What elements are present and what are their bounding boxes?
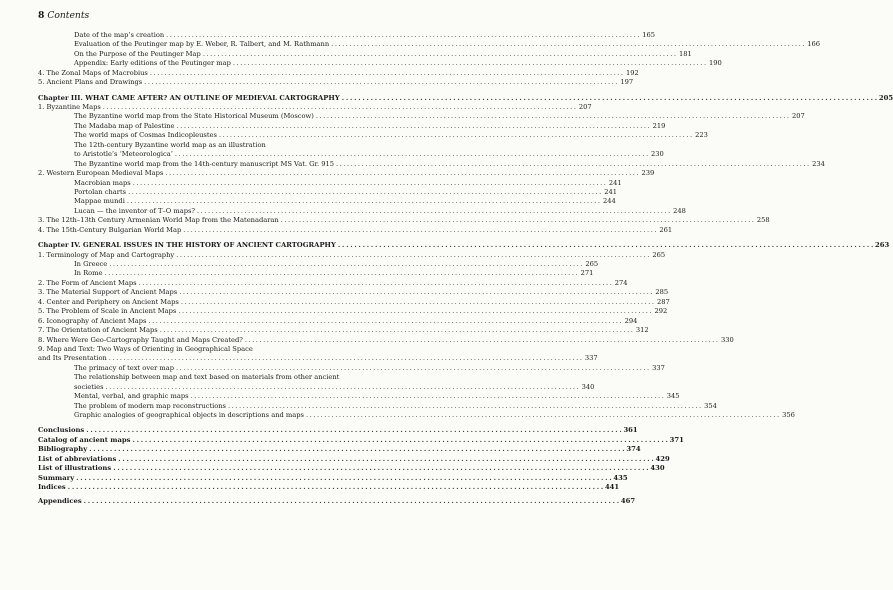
toc-entry bbox=[38, 316, 638, 326]
toc-entry bbox=[38, 297, 670, 307]
dot-leader bbox=[101, 103, 578, 112]
toc-chapter-entry bbox=[38, 445, 641, 454]
toc-entry-title: The problem of modern map reconstructions bbox=[74, 401, 226, 410]
toc-entry bbox=[38, 373, 383, 382]
toc-page-number: 261 bbox=[659, 225, 673, 234]
dot-leader bbox=[66, 483, 605, 492]
toc-page-number: 166 bbox=[807, 40, 821, 49]
dot-leader bbox=[189, 392, 666, 401]
toc-entry bbox=[38, 354, 598, 363]
dot-leader bbox=[174, 251, 651, 260]
toc-entry bbox=[38, 59, 722, 68]
toc-entry-title: 5. Ancient Plans and Drawings bbox=[38, 78, 143, 87]
toc-page-number: 312 bbox=[635, 326, 649, 335]
dot-leader bbox=[107, 260, 584, 269]
toc-page-number: 345 bbox=[666, 392, 680, 401]
toc-entry-title: Appendices bbox=[38, 496, 82, 505]
dot-leader bbox=[87, 445, 626, 454]
toc-page-number: 265 bbox=[652, 250, 666, 259]
toc-entry-title: 2. Western European Medieval Maps bbox=[38, 169, 164, 178]
table-of-contents bbox=[38, 30, 893, 506]
toc-entry-title: Macrobian maps bbox=[74, 178, 131, 187]
toc-page-number: 219 bbox=[652, 121, 666, 130]
toc-entry-title: 7. The Orientation of Ancient Maps bbox=[38, 326, 158, 335]
toc-entry bbox=[38, 250, 666, 260]
toc-page-number: 430 bbox=[650, 464, 665, 473]
toc-entry bbox=[38, 112, 805, 122]
toc-page-number: 441 bbox=[604, 483, 620, 492]
toc-chapter-entry bbox=[38, 426, 638, 436]
toc-page-number: 337 bbox=[652, 363, 665, 372]
toc-entry-title: and Its Presentation bbox=[38, 354, 107, 363]
toc-page-number: 429 bbox=[655, 454, 670, 463]
dot-leader bbox=[137, 279, 614, 288]
toc-page-number: 467 bbox=[620, 496, 636, 505]
dot-leader bbox=[111, 464, 650, 473]
toc-page-number: 354 bbox=[704, 401, 717, 410]
toc-page-number: 340 bbox=[581, 382, 595, 391]
toc-entry bbox=[38, 206, 686, 216]
dot-leader bbox=[195, 207, 672, 216]
dot-leader bbox=[163, 169, 640, 178]
dot-leader bbox=[181, 226, 658, 235]
toc-page-number: 356 bbox=[782, 411, 795, 420]
toc-page-number: 361 bbox=[623, 426, 638, 435]
toc-page-number: 244 bbox=[602, 197, 616, 206]
toc-entry bbox=[38, 187, 617, 197]
toc-entry-title: to Aristotle’s ‘Meteorologica’ bbox=[74, 150, 173, 159]
toc-entry bbox=[38, 411, 795, 420]
toc-entry bbox=[38, 68, 639, 78]
dot-leader bbox=[116, 455, 655, 464]
toc-page-number: 239 bbox=[641, 169, 655, 178]
toc-chapter-entry bbox=[38, 435, 684, 445]
toc-entry-title: Lucan — the inventor of T–O maps? bbox=[74, 206, 195, 215]
toc-entry bbox=[38, 121, 666, 131]
toc-entry-title: societies bbox=[74, 382, 104, 391]
dot-leader bbox=[174, 364, 651, 373]
toc-entry bbox=[38, 345, 383, 354]
toc-entry bbox=[38, 159, 825, 169]
toc-entry-title: 1. Byzantine Maps bbox=[38, 103, 101, 112]
toc-entry-title: The world maps of Cosmas Indicopleustes bbox=[74, 131, 217, 140]
toc-page-number: 294 bbox=[624, 316, 638, 325]
dot-leader bbox=[336, 241, 875, 250]
toc-entry-title: Portolan charts bbox=[74, 187, 127, 196]
dot-leader bbox=[142, 78, 619, 87]
dot-leader bbox=[130, 436, 669, 445]
dot-leader bbox=[304, 411, 781, 420]
toc-page-number: 330 bbox=[720, 335, 734, 344]
toc-entry-title: Date of the map’s creation bbox=[74, 30, 165, 39]
toc-entry-title: In Rome bbox=[74, 269, 103, 278]
toc-entry-title: 3. The 12th–13th Century Armenian World Map from the Matenadaran bbox=[38, 216, 279, 225]
toc-entry-title: 3. The Material Support of Ancient Maps bbox=[38, 288, 178, 297]
toc-entry bbox=[38, 288, 669, 297]
toc-entry-title: The Madaba map of Palestine bbox=[74, 121, 175, 130]
toc-entry-title: List of illustrations bbox=[38, 464, 112, 473]
toc-entry-title: Conclusions bbox=[38, 426, 85, 435]
toc-page-number: 265 bbox=[585, 260, 599, 269]
toc-entry bbox=[38, 78, 634, 87]
toc-entry-title: Bibliography bbox=[38, 445, 88, 454]
toc-entry bbox=[38, 326, 649, 335]
dot-leader bbox=[173, 150, 650, 159]
toc-chapter-entry bbox=[38, 464, 665, 473]
toc-chapter-entry bbox=[38, 496, 636, 506]
toc-entry-title: 4. The 15th-Century Bulgarian World Map bbox=[38, 225, 182, 234]
toc-entry-title: 8. Where Were Geo-Cartography Taught and Maps Created? bbox=[38, 335, 243, 344]
dot-leader bbox=[104, 383, 581, 392]
toc-entry-title: In Greece bbox=[74, 260, 108, 269]
toc-entry-title: Mappae mundi bbox=[74, 197, 125, 206]
toc-entry bbox=[38, 169, 655, 178]
toc-entry bbox=[38, 150, 664, 159]
toc-page-number: 271 bbox=[580, 269, 594, 278]
toc-page-number: 248 bbox=[673, 206, 686, 215]
dot-leader bbox=[243, 336, 720, 345]
toc-page-number: 230 bbox=[651, 150, 664, 159]
toc-page-number: 223 bbox=[695, 131, 708, 140]
toc-entry-title: Graphic analogies of geographical objects in descriptions and maps bbox=[74, 411, 304, 420]
toc-entry-title: 9. Map and Text: Two Ways of Orienting in Geographical Space bbox=[38, 344, 253, 353]
toc-entry bbox=[38, 103, 592, 112]
dot-leader bbox=[148, 69, 625, 78]
toc-chapter-entry bbox=[38, 454, 670, 464]
toc-page-number: 234 bbox=[812, 159, 825, 168]
toc-entry bbox=[38, 363, 665, 373]
toc-chapter-entry bbox=[38, 483, 620, 492]
toc-entry-title: Catalog of ancient maps bbox=[38, 435, 131, 444]
toc-entry-title: Indices bbox=[38, 483, 66, 492]
page-header bbox=[38, 10, 89, 21]
dot-leader bbox=[201, 50, 678, 59]
dot-leader bbox=[74, 474, 613, 483]
toc-entry bbox=[38, 131, 708, 140]
toc-entry bbox=[38, 49, 692, 59]
dot-leader bbox=[314, 112, 791, 121]
toc-page-number: 292 bbox=[654, 307, 668, 316]
toc-entry bbox=[38, 278, 628, 288]
dot-leader bbox=[334, 160, 811, 169]
dot-leader bbox=[279, 216, 756, 225]
toc-page-number: 374 bbox=[626, 445, 641, 454]
toc-entry bbox=[38, 392, 680, 401]
toc-entry-title: Summary bbox=[38, 473, 75, 482]
toc-entry-title: 2. The Form of Ancient Maps bbox=[38, 278, 137, 287]
toc-chapter-entry bbox=[38, 241, 890, 250]
dot-leader bbox=[102, 269, 579, 278]
dot-leader bbox=[176, 307, 653, 316]
toc-chapter-entry bbox=[38, 93, 893, 103]
toc-entry bbox=[38, 307, 668, 316]
dot-leader bbox=[231, 59, 708, 68]
toc-entry-title: Chapter III. WHAT CAME AFTER? AN OUTLINE OF MEDIEVAL CARTOGRAPHY bbox=[38, 93, 340, 102]
dot-leader bbox=[226, 402, 703, 411]
toc-entry bbox=[38, 225, 673, 235]
toc-entry bbox=[38, 197, 616, 206]
toc-page-number: 337 bbox=[584, 354, 598, 363]
toc-entry bbox=[38, 30, 656, 40]
toc-page-number: 287 bbox=[656, 297, 670, 306]
toc-entry-title: List of abbreviations bbox=[38, 454, 117, 463]
toc-entry-title: Chapter IV. GENERAL ISSUES IN THE HISTORY OF ANCIENT CARTOGRAPHY bbox=[38, 241, 336, 250]
toc-entry-title: Mental, verbal, and graphic maps bbox=[74, 392, 189, 401]
toc-entry bbox=[38, 382, 595, 392]
dot-leader bbox=[107, 354, 584, 363]
toc-entry-title: On the Purpose of the Peutinger Map bbox=[74, 49, 201, 58]
toc-entry-title: The primacy of text over map bbox=[74, 363, 174, 372]
toc-page-number: 165 bbox=[642, 30, 656, 39]
toc-entry bbox=[38, 216, 770, 225]
toc-page-number: 197 bbox=[620, 78, 634, 87]
toc-entry-title: The 12th-century Byzantine world map as an illustration bbox=[74, 140, 266, 149]
toc-entry-title: 4. Center and Periphery on Ancient Maps bbox=[38, 297, 179, 306]
toc-chapter-entry bbox=[38, 473, 628, 483]
dot-leader bbox=[126, 188, 603, 197]
dot-leader bbox=[82, 497, 621, 506]
toc-page-number: 435 bbox=[613, 473, 628, 482]
toc-entry-title: 1. Terminology of Map and Cartography bbox=[38, 250, 175, 259]
dot-leader bbox=[146, 317, 623, 326]
toc-entry bbox=[38, 40, 821, 49]
dot-leader bbox=[84, 426, 623, 435]
dot-leader bbox=[131, 179, 608, 188]
toc-entry bbox=[38, 260, 599, 269]
page-number: 8 bbox=[38, 10, 45, 21]
toc-page-number: 241 bbox=[608, 178, 622, 187]
toc-entry-title: The Byzantine world map from the 14th-century manuscript MS Vat. Gr. 915 bbox=[74, 159, 334, 168]
dot-leader bbox=[177, 288, 654, 297]
toc-page-number: 258 bbox=[756, 216, 770, 225]
toc-entry bbox=[38, 335, 734, 345]
toc-page-number: 241 bbox=[604, 187, 617, 196]
toc-entry-title: Evaluation of the Peutinger map by E. Weber, R. Talbert, and M. Rathmann bbox=[74, 40, 330, 49]
dot-leader bbox=[164, 31, 641, 40]
dot-leader bbox=[179, 298, 656, 307]
toc-entry bbox=[38, 401, 717, 411]
toc-entry bbox=[38, 141, 383, 150]
toc-entry-title: 4. The Zonal Maps of Macrobius bbox=[38, 68, 148, 77]
toc-page-number: 371 bbox=[669, 435, 684, 444]
toc-entry-title: 6. Iconography of Ancient Maps bbox=[38, 316, 147, 325]
dot-leader bbox=[329, 40, 806, 49]
toc-entry-title: The relationship between map and text based on materials from other ancient bbox=[74, 373, 340, 382]
toc-page-number: 207 bbox=[792, 112, 805, 121]
toc-page-number: 274 bbox=[614, 278, 628, 287]
dot-leader bbox=[217, 131, 694, 140]
toc-page-number: 207 bbox=[578, 103, 592, 112]
toc-entry bbox=[38, 178, 622, 188]
dot-leader bbox=[125, 197, 602, 206]
toc-page-number: 263 bbox=[875, 241, 890, 250]
toc-page-number: 285 bbox=[655, 288, 669, 297]
dot-leader bbox=[175, 122, 652, 131]
running-title: Contents bbox=[47, 10, 90, 21]
toc-page-number: 192 bbox=[625, 68, 639, 77]
toc-entry-title: 5. The Problem of Scale in Ancient Maps bbox=[38, 307, 177, 316]
toc-page-number: 181 bbox=[678, 49, 692, 58]
toc-entry-title: The Byzantine world map from the State Historical Museum (Moscow) bbox=[74, 112, 314, 121]
toc-entry-title: Appendix: Early editions of the Peutinger map bbox=[74, 59, 231, 68]
toc-page-number: 190 bbox=[709, 59, 722, 68]
dot-leader bbox=[158, 326, 635, 335]
dot-leader bbox=[340, 94, 879, 103]
toc-entry bbox=[38, 269, 594, 279]
toc-page-number: 205 bbox=[878, 93, 893, 102]
